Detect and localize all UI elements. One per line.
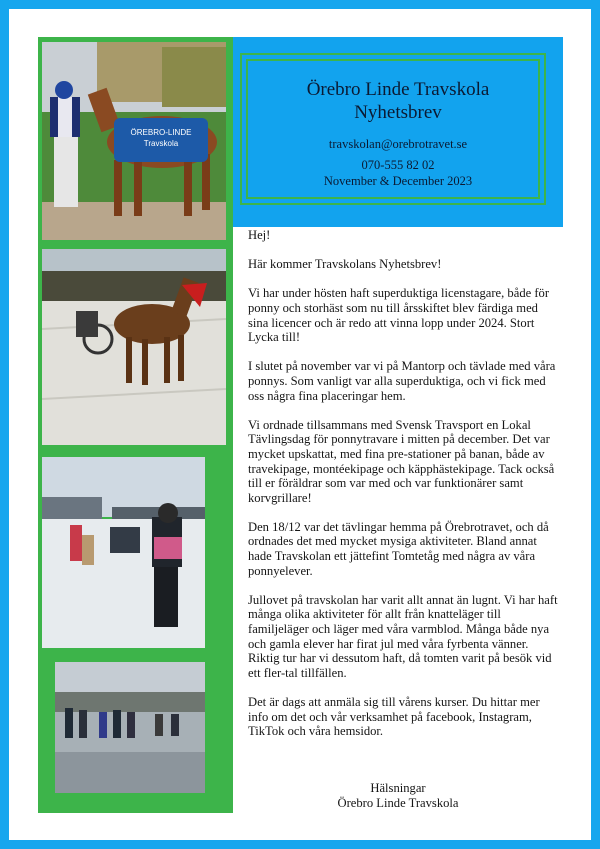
newsletter-title	[233, 78, 563, 124]
paragraph-competition-day: Vi ordnade tillsammans med Svensk Travsport en Lokal Tävlingsdag för ponnytravare i mitten på december. Det var mycket upskattat, med fina pre-stationer på banan, både av travekipage, montéekipage och käpphästekipage. Tack också till er föräldrar som var med och var funktionärer samt korvgrillare!	[248, 417, 555, 505]
title-line2: Nyhetsbrev	[354, 102, 442, 123]
header-block	[233, 37, 563, 227]
photo-group-ice	[55, 662, 205, 793]
newsletter-body	[248, 228, 560, 753]
photo-children-snow	[42, 457, 205, 648]
blanket-text-line1: ÖREBRO-LINDE	[130, 128, 192, 137]
photo-pony-sulky	[42, 249, 226, 445]
paragraph-christmas-break: Jullovet på travskolan har varit allt annat än lugnt. Vi har haft många olika aktiviteter för allt från knatteläger till familjeläger och läger med våra varmblod. Många både nya och gamla elever har firat jul med våra fyrbenta vänner. Riktig tur har vi dessutom haft, då tomten varit på besök vid ett fler-tal tillfällen.	[248, 592, 558, 680]
blanket-text-line2: Travskola	[143, 139, 179, 148]
closing-signature: Örebro Linde Travskola	[337, 796, 459, 810]
paragraph-orebrotravet: Den 18/12 var det tävlingar hemma på Örebrotravet, och då ordnades det med mycket mysiga aktiviteter. Bland annat hade Travskolan ett jättefint Tomtetåg med några av våra ponnyelever.	[248, 519, 549, 578]
intro-paragraph: Här kommer Travskolans Nyhetsbrev!	[248, 257, 442, 272]
photo-pony-blanket	[42, 42, 226, 240]
phone-number: 070-555 82 02	[361, 158, 435, 172]
title-line1: Örebro Linde Travskola	[306, 79, 490, 100]
paragraph-mantorp: I slutet på november var vi på Mantorp och tävlade med våra ponnys. Som vanligt var alla superduktiga, och vi fick med oss några fina placeringar hem.	[248, 359, 556, 403]
paragraph-spring-courses: Det är dags att anmäla sig till vårens kurser. Du hittar mer info om det och vår verksamhet på facebook, Instagram, TikTok och våra hemsidor.	[248, 695, 540, 739]
issue-date: November & December 2023	[323, 174, 473, 188]
greeting: Hej!	[248, 228, 271, 242]
email-link[interactable]: travskolan@orebrotravet.se	[328, 137, 468, 151]
paragraph-licenses: Vi har under hösten haft superduktiga licenstagare, både för ponny och storhäst som nu till årsskiftet blev färdiga med sina licencer och är redo att vinna lopp under 2024. Stort Lycka till!	[248, 286, 550, 345]
closing-greeting: Hälsningar	[370, 781, 426, 795]
